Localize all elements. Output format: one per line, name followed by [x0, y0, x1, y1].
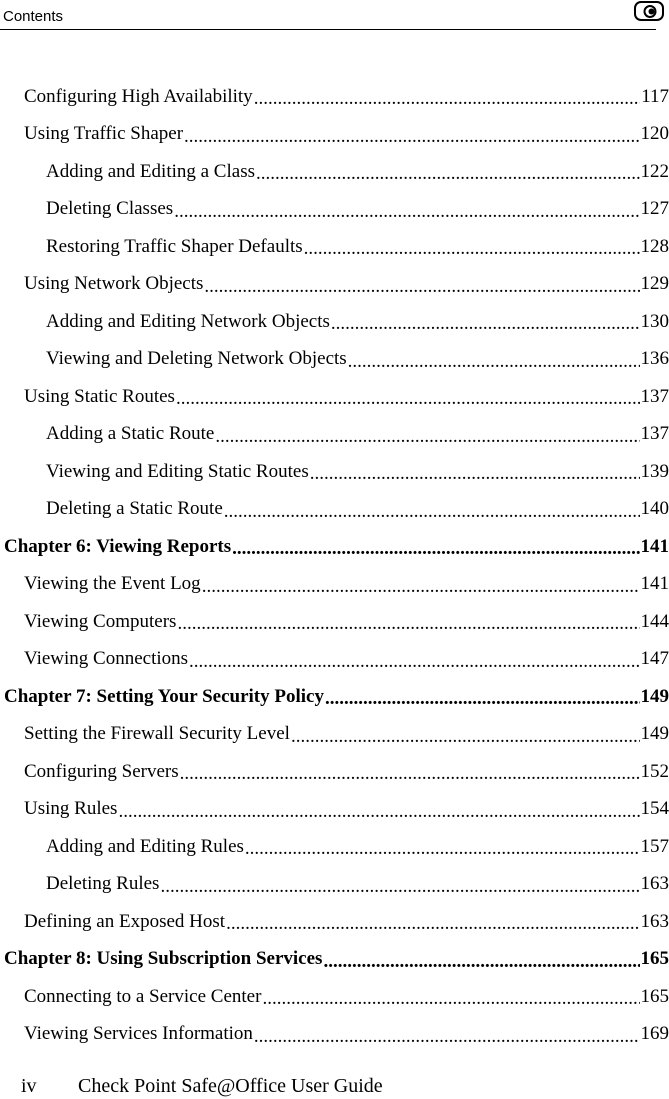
toc-entry[interactable]	[0, 153, 669, 191]
toc-entry-page: 141	[640, 573, 669, 595]
table-of-contents	[0, 78, 669, 1053]
toc-entry-title: Viewing Computers	[24, 610, 177, 632]
toc-entry[interactable]	[0, 566, 669, 604]
toc-entry[interactable]	[0, 903, 669, 941]
toc-entry[interactable]	[0, 828, 669, 866]
toc-entry-title: Chapter 7: Setting Your Security Policy	[4, 685, 324, 707]
toc-entry-title: Connecting to a Service Center	[24, 985, 262, 1007]
toc-entry-page: 129	[640, 273, 669, 295]
header-title: Contents	[3, 8, 64, 25]
toc-dot-leader	[245, 839, 640, 858]
toc-entry[interactable]	[0, 378, 669, 416]
toc-entry-page: 163	[640, 910, 669, 932]
toc-entry-title: Configuring Servers	[24, 760, 179, 782]
toc-entry[interactable]	[0, 603, 669, 641]
toc-entry[interactable]	[0, 641, 669, 679]
toc-entry-page: 122	[640, 160, 669, 182]
toc-dot-leader	[254, 1027, 640, 1046]
toc-entry[interactable]	[0, 491, 669, 529]
toc-chapter-entry[interactable]	[0, 528, 669, 566]
toc-dot-leader	[325, 689, 640, 708]
toc-dot-leader	[118, 802, 639, 821]
toc-entry-page: 137	[640, 385, 669, 407]
toc-dot-leader	[254, 89, 641, 108]
toc-entry-title: Viewing the Event Log	[24, 573, 201, 595]
toc-entry[interactable]	[0, 453, 669, 491]
toc-entry[interactable]	[0, 791, 669, 829]
toc-entry[interactable]	[0, 416, 669, 454]
footer-page-number: iv	[21, 1075, 37, 1097]
toc-entry-page: 169	[640, 1023, 669, 1045]
toc-dot-leader	[348, 352, 640, 371]
toc-entry-title: Adding a Static Route	[46, 423, 215, 445]
toc-entry[interactable]	[0, 78, 669, 116]
toc-dot-leader	[304, 239, 640, 258]
toc-entry-title: Viewing Connections	[24, 648, 189, 670]
toc-entry-page: 139	[640, 460, 669, 482]
toc-dot-leader	[189, 652, 639, 671]
toc-entry-page: 127	[640, 198, 669, 220]
toc-entry[interactable]	[0, 716, 669, 754]
toc-dot-leader	[202, 577, 640, 596]
toc-dot-leader	[262, 989, 639, 1008]
toc-entry-page: 152	[640, 760, 669, 782]
toc-dot-leader	[226, 914, 639, 933]
toc-entry[interactable]	[0, 341, 669, 379]
toc-dot-leader	[310, 464, 640, 483]
toc-entry-title: Viewing and Editing Static Routes	[46, 460, 309, 482]
toc-entry-title: Chapter 6: Viewing Reports	[4, 535, 232, 557]
toc-entry-title: Viewing and Deleting Network Objects	[46, 348, 347, 370]
toc-entry-page: 144	[640, 610, 669, 632]
toc-entry-page: 147	[640, 648, 669, 670]
toc-entry-page: 149	[640, 685, 669, 707]
toc-entry-page: 140	[640, 498, 669, 520]
toc-entry-page: 163	[640, 873, 669, 895]
toc-entry-title: Using Rules	[24, 798, 118, 820]
toc-entry[interactable]	[0, 866, 669, 904]
toc-dot-leader	[176, 389, 640, 408]
toc-entry-title: Deleting a Static Route	[46, 498, 223, 520]
toc-dot-leader	[232, 539, 639, 558]
toc-dot-leader	[177, 614, 639, 633]
toc-dot-leader	[174, 202, 639, 221]
toc-entry-title: Chapter 8: Using Subscription Services	[4, 948, 323, 970]
toc-entry-title: Setting the Firewall Security Level	[24, 723, 290, 745]
toc-entry-page: 128	[640, 235, 669, 257]
toc-entry-page: 117	[641, 85, 669, 107]
toc-dot-leader	[224, 502, 640, 521]
toc-dot-leader	[160, 877, 639, 896]
toc-entry[interactable]	[0, 303, 669, 341]
toc-entry[interactable]	[0, 228, 669, 266]
page-header	[0, 0, 656, 30]
toc-dot-leader	[323, 952, 639, 971]
toc-entry-title: Viewing Services Information	[24, 1023, 253, 1045]
toc-dot-leader	[256, 164, 640, 183]
toc-entry-page: 165	[640, 948, 669, 970]
toc-dot-leader	[331, 314, 640, 333]
toc-entry-title: Adding and Editing Rules	[46, 835, 244, 857]
toc-entry[interactable]	[0, 978, 669, 1016]
toc-entry-title: Configuring High Availability	[24, 85, 253, 107]
toc-entry-page: 137	[640, 423, 669, 445]
toc-entry-page: 136	[640, 348, 669, 370]
logo-mark-icon	[643, 5, 657, 18]
toc-dot-leader	[291, 727, 640, 746]
toc-entry-title: Using Traffic Shaper	[24, 123, 184, 145]
toc-entry-title: Restoring Traffic Shaper Defaults	[46, 235, 303, 257]
toc-entry-title: Deleting Classes	[46, 198, 174, 220]
toc-entry-title: Adding and Editing Network Objects	[46, 310, 330, 332]
toc-entry-title: Defining an Exposed Host	[24, 910, 226, 932]
toc-dot-leader	[215, 427, 639, 446]
toc-entry[interactable]	[0, 116, 669, 154]
toc-entry[interactable]	[0, 1016, 669, 1054]
toc-entry-title: Using Static Routes	[24, 385, 175, 407]
toc-entry[interactable]	[0, 753, 669, 791]
toc-chapter-entry[interactable]	[0, 941, 669, 979]
toc-entry-title: Adding and Editing a Class	[46, 160, 255, 182]
toc-dot-leader	[184, 127, 639, 146]
toc-entry-page: 149	[640, 723, 669, 745]
toc-entry[interactable]	[0, 266, 669, 304]
toc-dot-leader	[180, 764, 640, 783]
toc-entry-page: 154	[640, 798, 669, 820]
toc-entry-page: 165	[640, 985, 669, 1007]
toc-chapter-entry[interactable]	[0, 678, 669, 716]
footer-guide-title: Check Point Safe@Office User Guide	[78, 1075, 383, 1097]
toc-dot-leader	[204, 277, 639, 296]
toc-entry-page: 130	[640, 310, 669, 332]
toc-entry-page: 120	[640, 123, 669, 145]
toc-entry-page: 141	[640, 535, 669, 557]
toc-entry-page: 157	[640, 835, 669, 857]
toc-entry-title: Deleting Rules	[46, 873, 160, 895]
checkpoint-logo-icon	[634, 1, 664, 21]
toc-entry-title: Using Network Objects	[24, 273, 204, 295]
toc-entry[interactable]	[0, 191, 669, 229]
